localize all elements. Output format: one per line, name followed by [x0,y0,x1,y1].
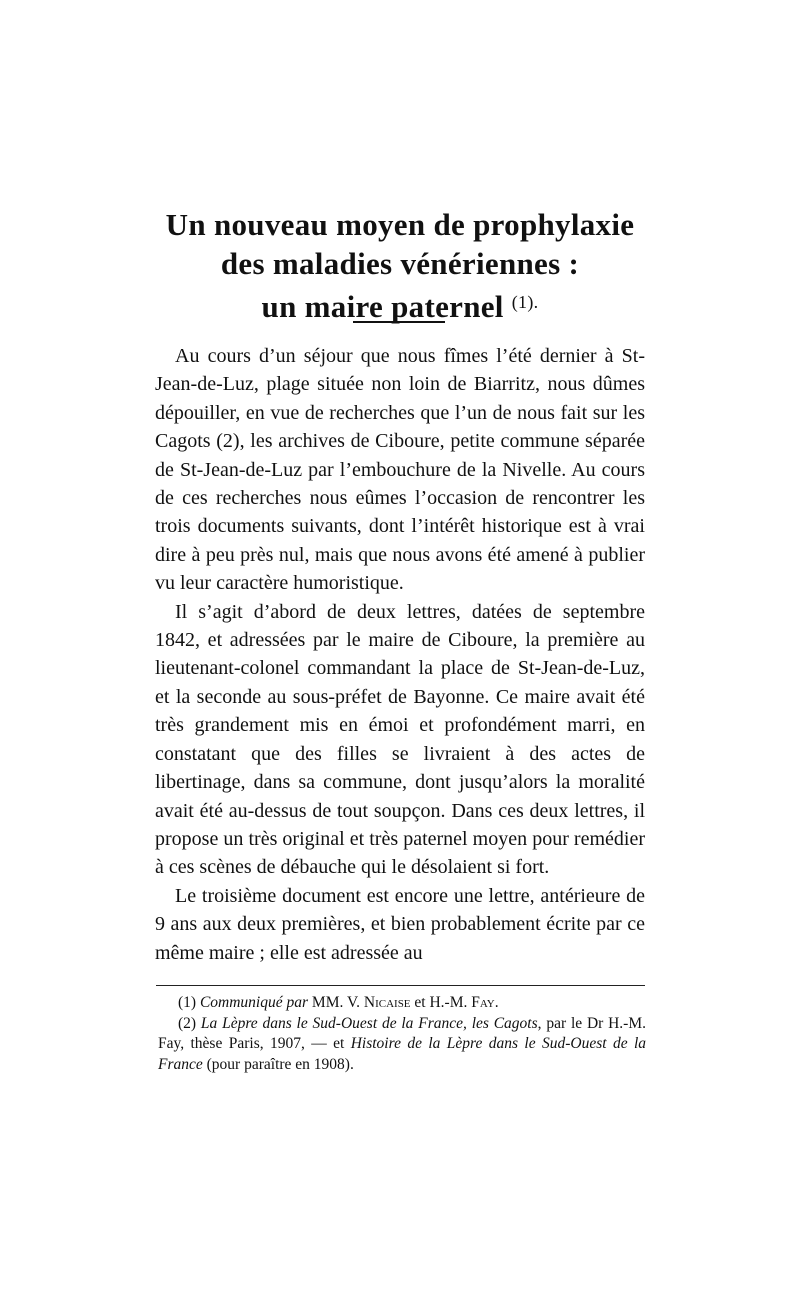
footnote-separator-rule [156,985,645,986]
title-line-1: Un nouveau moyen de prophylaxie [165,207,635,242]
title-footnote-mark: (1). [511,292,539,312]
title-line-2: des maladies vénériennes : [220,246,580,281]
footnote-1-italic: Communiqué par [199,994,309,1011]
body-paragraph-2: Il s’agit d’abord de deux lettres, datées de septembre 1842, et adressées par le maire de Ciboure, la première au lieutenant-colonel commandant la place de St-Jean-de-Luz, et la seconde au sous-préfet de Bayonne. Ce maire avait été très grandement mis en émoi et profondément marri, en constatant que des filles se livraient à des actes de libertinage, dans sa commune, dont jusqu’alors la moralité avait été au-dessus de tout soupçon. Dans ces deux lettres, il propose un très original et très paternel moyen pour remédier à ces scènes de débauche qui le désolaient si fort. [155,600,645,879]
body-paragraph-3: Le troisième document est encore une lettre, antérieure de 9 ans aux deux premières, et bien probablement écrite par ce même maire ; elle est adressée au [155,884,645,964]
footnote-1-author-1: Nicaise [363,994,411,1011]
footnotes [158,993,646,1075]
footnote-2 [158,1014,646,1076]
title-separator-rule [353,321,445,323]
footnote-1-text: MM. V. [311,994,361,1011]
title-line-3 [120,283,680,326]
footnote-1 [158,993,646,1014]
footnote-2-mark: (2) [178,1014,197,1032]
footnote-2-text-2: (pour paraître en 1908). [206,1055,354,1073]
footnote-2-text-1: , par le Dr H.-M. Fay, thèse Paris, 1907, — et [158,1014,646,1052]
footnote-1-mark: (1) [178,994,197,1011]
footnote-1-end: . [494,994,499,1011]
footnote-2-title-2: Histoire de la Lèpre dans le Sud-Ouest de la France [158,1035,647,1073]
footnote-2-title-1: La Lèpre dans le Sud-Ouest de la France, les Cagots [200,1014,538,1032]
title-line-3-text: un maire paternel [261,289,504,324]
footnote-1-author-2: Fay [471,994,495,1011]
footnote-1-conjunction: et H.-M. [414,994,468,1011]
body-paragraph-1: Au cours d’un séjour que nous fîmes l’été dernier à St-Jean-de-Luz, plage située non loin de Biarritz, nous dûmes dépouiller, en vue de recherches que l’un de nous fait sur les Cagots (2), les archives de Ciboure, petite commune séparée de St-Jean-de-Luz par l’embouchure de la Nivelle. Au cours de ces recherches nous eûmes l’occasion de rencontrer les trois documents suivants, dont l’intérêt historique est à vrai dire à peu près nul, mais que nous avons été amené à publier vu leur caractère humoristique. [155,345,645,595]
article-body [155,342,645,967]
article-title [120,205,680,326]
